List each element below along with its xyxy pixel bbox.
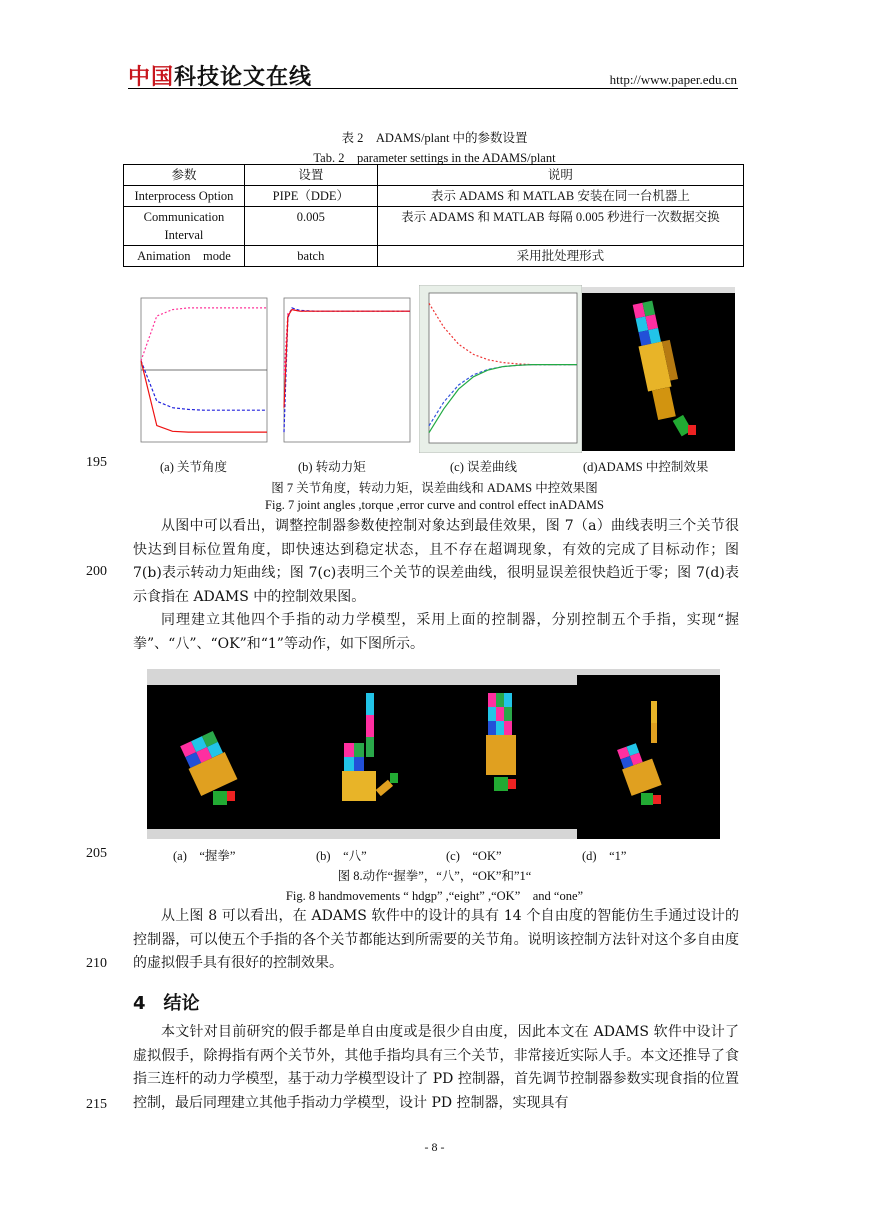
fig7c-error-plot bbox=[419, 285, 582, 453]
table-header-cell: 参数 bbox=[124, 165, 245, 186]
fig8-caption-en: Fig. 8 handmovements “ hdgp” ,“eight” ,“OK” and “one” bbox=[285, 889, 584, 903]
paragraph-text: 从图中可以看出，调整控制器参数使控制对象达到最佳效果，图 7（a）曲线表明三个关节很快达到目标位置角度，即快速达到稳定状态，且不存在超调现象，有效的完成了目标动作；图 7(b)表示转动力矩曲线；图 7(c)表明三个关节的误差曲线，很明显误差很快趋近于零；图 7(d)表示食指在 ADAMS 中的控制效果图。 bbox=[133, 518, 739, 605]
table-header-cell: 说明 bbox=[377, 165, 743, 186]
table-cell: Animation mode bbox=[124, 246, 245, 267]
section-heading: 4 结论 bbox=[133, 993, 200, 1014]
header-rule bbox=[128, 88, 738, 89]
table-row bbox=[124, 186, 744, 207]
fig7-caption-en: Fig. 7 joint angles ,torque ,error curve and control effect inADAMS bbox=[265, 498, 604, 512]
header-url[interactable]: http://www.paper.edu.cn bbox=[609, 72, 737, 87]
table-cell: Communication Interval bbox=[124, 207, 245, 246]
paragraph-text: 同理建立其他四个手指的动力学模型，采用上面的控制器，分别控制五个手指，实现“握拳”、“八”、“OK”和“1”等动作，如下图所示。 bbox=[133, 612, 739, 652]
fig8-sub-a: (a) “握拳” bbox=[173, 849, 236, 863]
fig8-sub-d: (d) “1” bbox=[582, 849, 627, 863]
line-number: 205 bbox=[86, 846, 107, 861]
body-paragraph-2 bbox=[133, 905, 739, 976]
paragraph-text: 从上图 8 可以看出，在 ADAMS 软件中的设计的具有 14 个自由度的智能仿生手通过设计的控制器，可以使五个手指的各个关节都能达到所需要的关节角。说明该控制方法针对这个多自由度的虚拟假手具有很好的控制效果。 bbox=[133, 908, 739, 971]
fig7-caption-cn: 图 7 关节角度，转动力矩，误差曲线和 ADAMS 中控效果图 bbox=[271, 481, 598, 495]
logo-red-text: 中国 bbox=[128, 65, 175, 90]
parameter-table bbox=[123, 164, 744, 267]
table-cell: 采用批处理形式 bbox=[377, 246, 743, 267]
line-number: 215 bbox=[86, 1097, 107, 1112]
line-number: 210 bbox=[86, 956, 107, 971]
fig7d-adams-index-finger bbox=[582, 287, 735, 451]
fig7b-torque-plot bbox=[276, 292, 414, 450]
table-row bbox=[124, 246, 744, 267]
fig8c-ok-screenshot bbox=[430, 669, 577, 839]
fig7-sub-a: (a) 关节角度 bbox=[160, 460, 227, 474]
table-header-row bbox=[124, 165, 744, 186]
fig7-sub-d: (d)ADAMS 中控制效果 bbox=[583, 460, 709, 474]
table-cell: 表示 ADAMS 和 MATLAB 每隔 0.005 秒进行一次数据交换 bbox=[377, 207, 743, 246]
line-number: 200 bbox=[86, 564, 107, 579]
fig8a-fist-screenshot bbox=[147, 669, 290, 839]
table-cell: 0.005 bbox=[244, 207, 377, 246]
table-cell: batch bbox=[244, 246, 377, 267]
table-row bbox=[124, 207, 744, 246]
table-caption-cn: 表 2 ADAMS/plant 中的参数设置 bbox=[341, 131, 528, 145]
logo-black-text: 科技论文在线 bbox=[174, 65, 313, 90]
fig8d-one-screenshot bbox=[577, 669, 720, 839]
line-number: 195 bbox=[86, 455, 107, 470]
fig8-sub-c: (c) “OK” bbox=[446, 849, 502, 863]
table-cell: Interprocess Option bbox=[124, 186, 245, 207]
conclusion-paragraph bbox=[133, 1021, 739, 1115]
table-header-cell: 设置 bbox=[244, 165, 377, 186]
fig8-sub-b: (b) “八” bbox=[316, 849, 367, 863]
page-number: - 8 - bbox=[424, 1140, 445, 1154]
fig8b-eight-screenshot bbox=[290, 669, 430, 839]
paragraph-text: 本文针对目前研究的假手都是单自由度或是很少自由度，因此本文在 ADAMS 软件中设计了虚拟假手，除拇指有两个关节外，其他手指均具有三个关节，非常接近实际人手。本文还推导了食指三连杆的动力学模型，基于动力学模型设计了 PD 控制器，首先调节控制器参数实现食指的位置控制，最后同理建立其他手指动力学模型，设计 PD 控制器，实现具有 bbox=[133, 1024, 739, 1111]
table-caption-en: Tab. 2 parameter settings in the ADAMS/plant bbox=[313, 151, 556, 165]
body-paragraph-1 bbox=[133, 515, 739, 656]
fig8-caption-cn: 图 8.动作“握拳”，“八”，“OK”和”1“ bbox=[337, 869, 532, 883]
fig7-sub-b: (b) 转动力矩 bbox=[298, 460, 366, 474]
table-cell: PIPE（DDE） bbox=[244, 186, 377, 207]
fig7-sub-c: (c) 误差曲线 bbox=[450, 460, 517, 474]
table-cell: 表示 ADAMS 和 MATLAB 安装在同一台机器上 bbox=[377, 186, 743, 207]
journal-logo bbox=[128, 60, 312, 91]
fig7a-joint-angle-plot bbox=[133, 292, 271, 450]
